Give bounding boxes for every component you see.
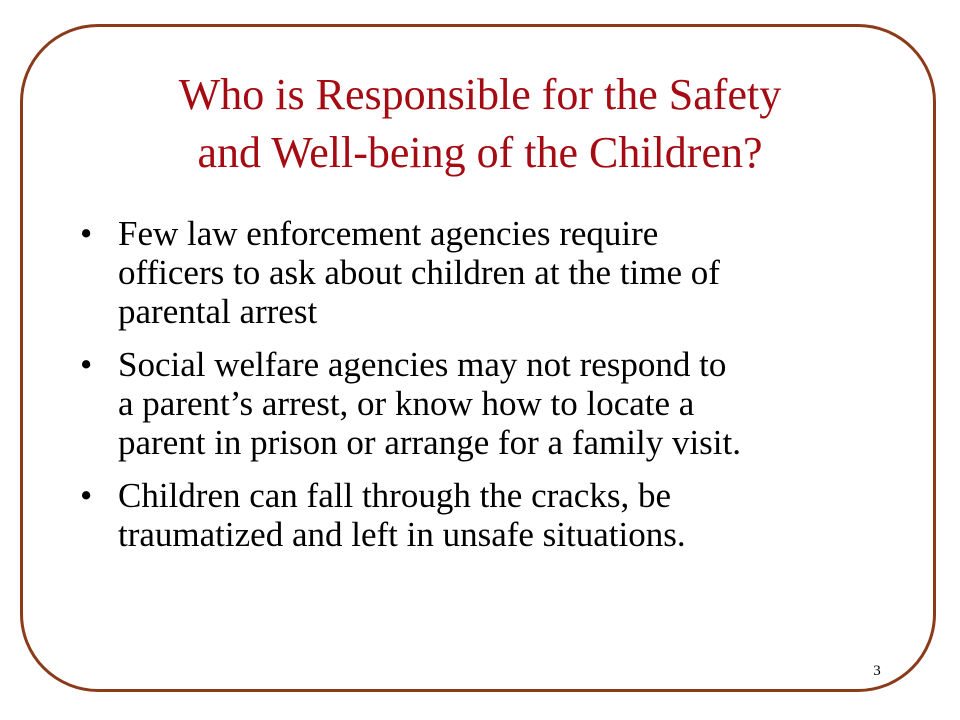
bullet-line: Children can fall through the cracks, be [118,476,671,515]
bullet-dot: • [80,345,93,384]
title-line-1: Who is Responsible for the Safety [178,70,782,119]
bullet-line: Social welfare agencies may not respond to [118,345,727,384]
bullet-line: officers to ask about children at the time of [118,253,720,292]
bullet-line: traumatized and left in unsafe situations. [118,515,686,554]
page-number: 3 [873,663,881,679]
bullet-line: parental arrest [118,292,318,331]
bullet-dot: • [80,214,93,253]
bullet-line: parent in prison or arrange for a family visit. [118,423,741,462]
title-line-2: and Well-being of the Children? [197,128,763,177]
bullet-item [80,345,920,462]
bullet-line: a parent’s arrest, or know how to locate a [118,384,695,423]
slide-title [60,66,900,182]
bullet-item [80,476,920,554]
bullet-dot: • [80,476,93,515]
bullet-item [80,214,920,331]
bullet-line: Few law enforcement agencies require [118,214,659,253]
bullet-list [80,214,920,568]
